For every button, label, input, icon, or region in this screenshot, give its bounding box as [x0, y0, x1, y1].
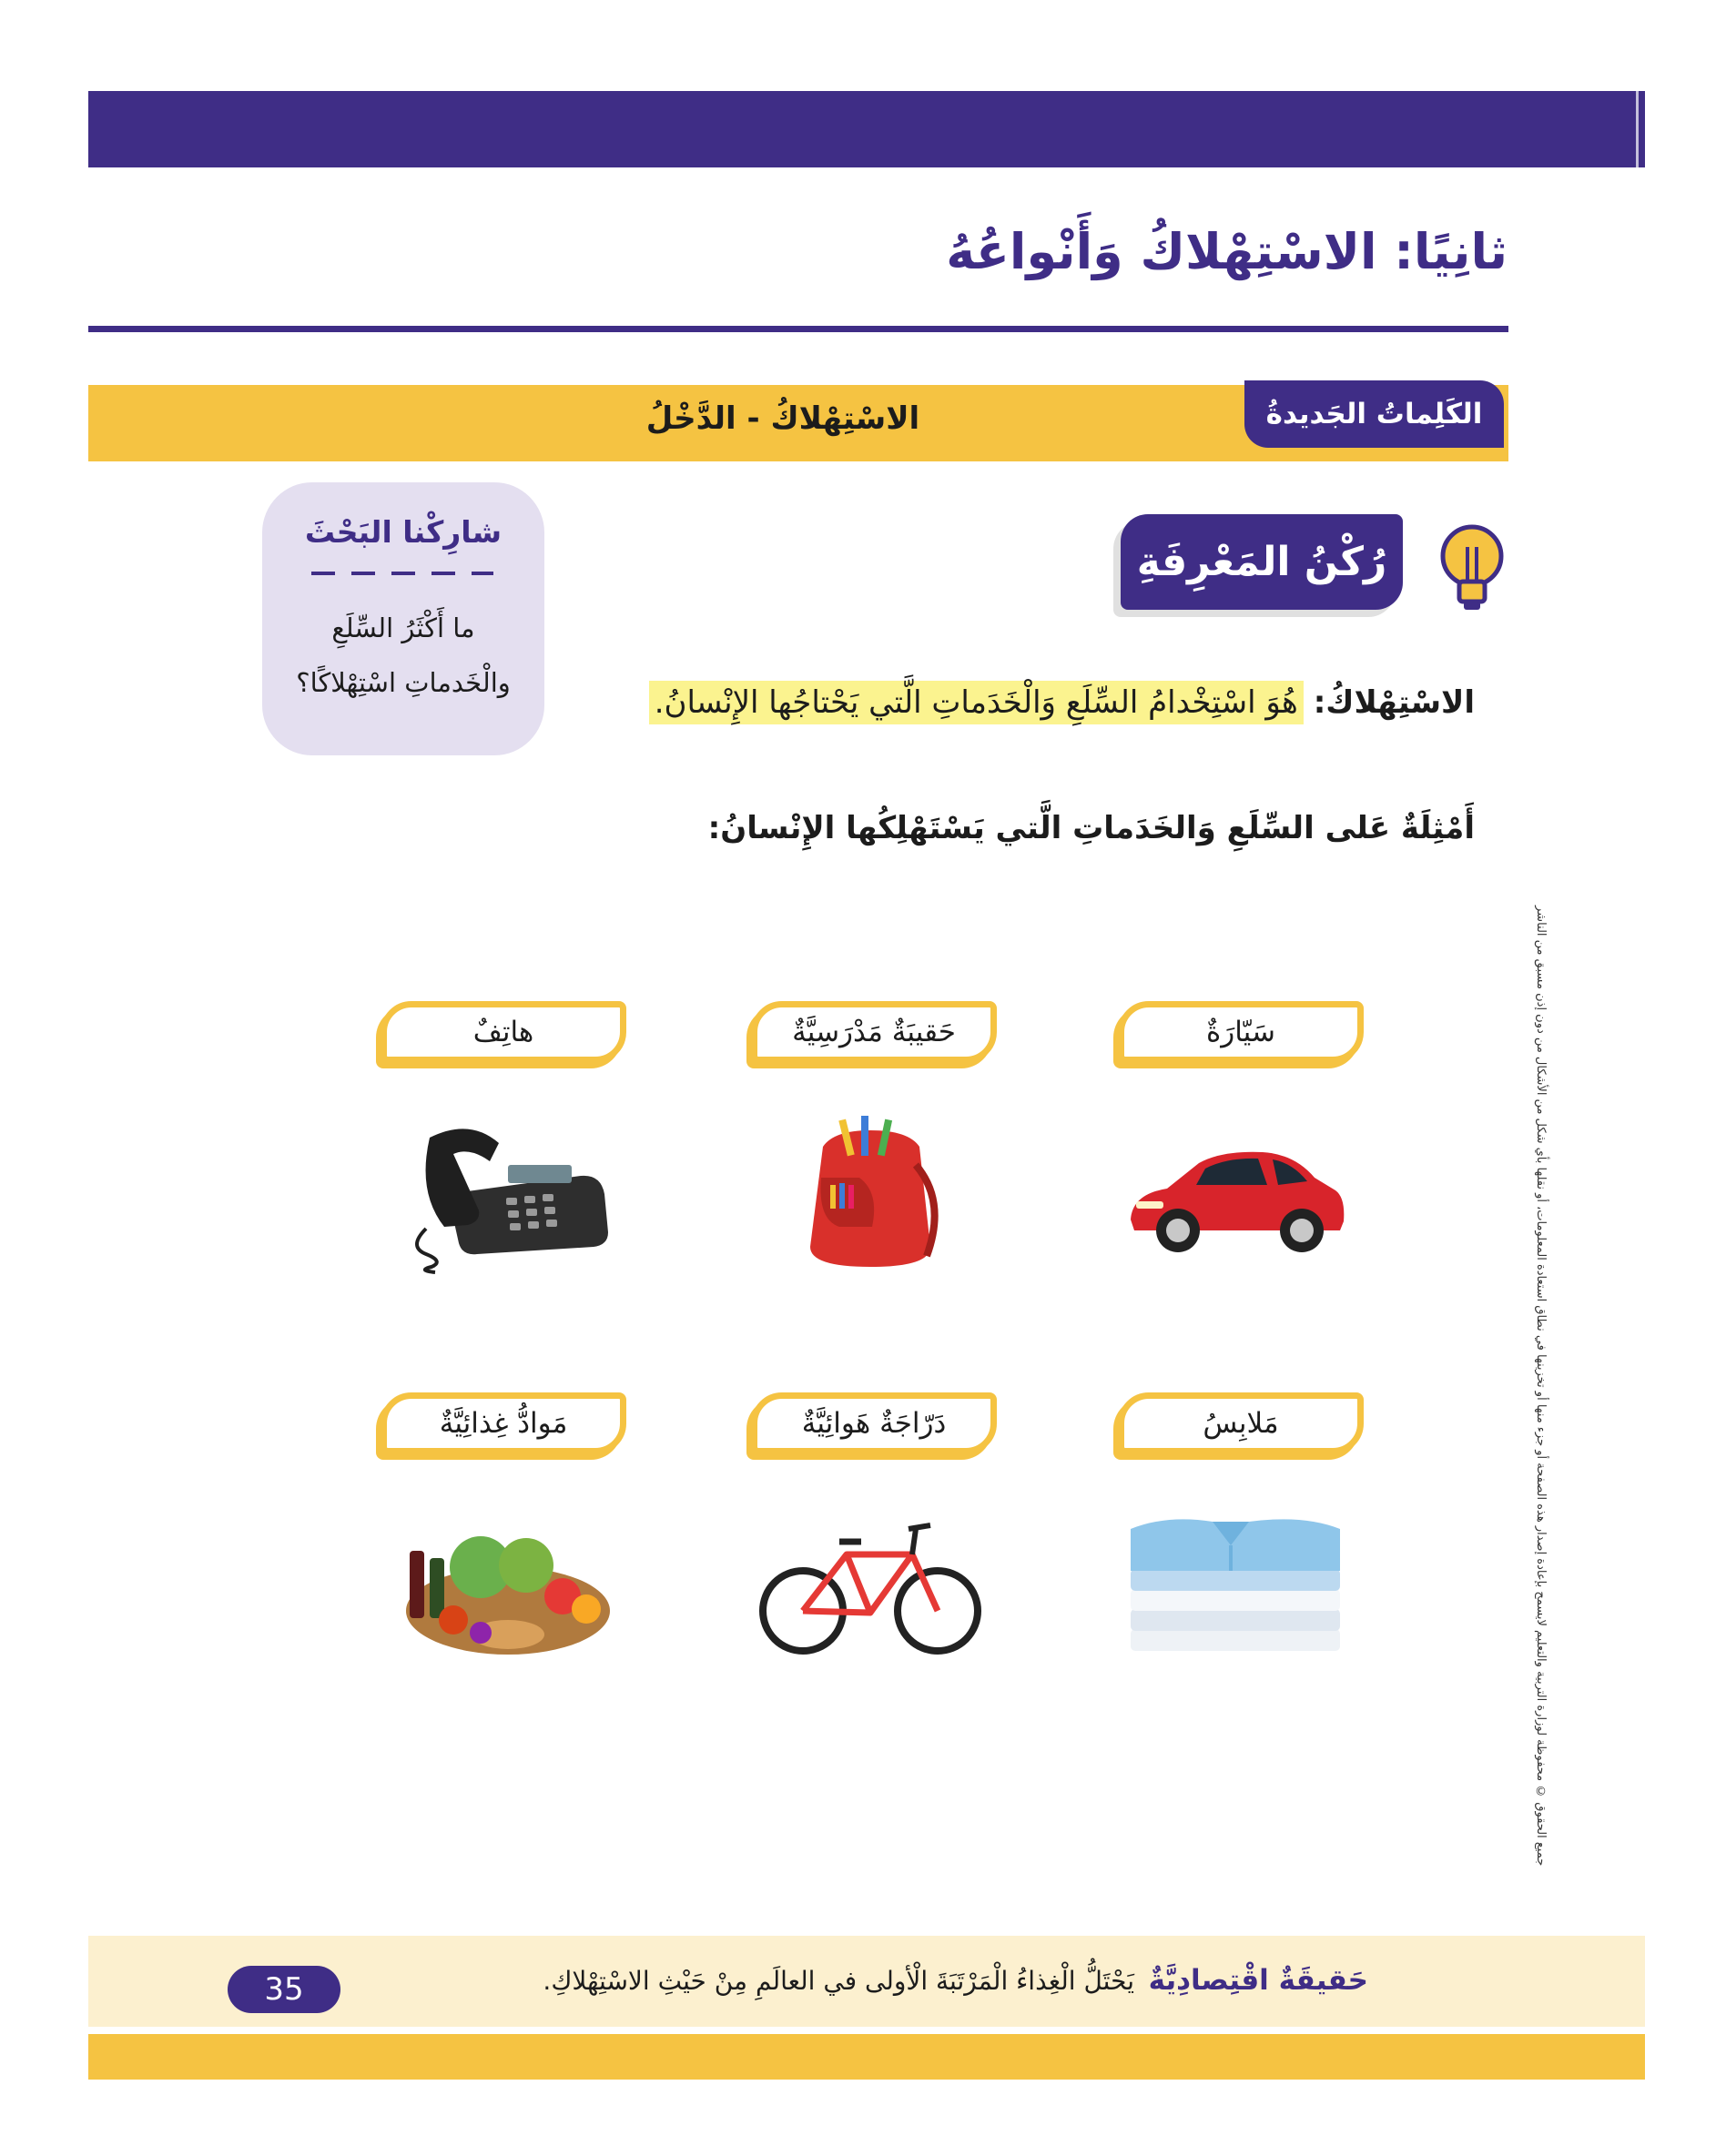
food-icon — [390, 1502, 626, 1665]
top-banner — [88, 91, 1645, 167]
definition — [649, 684, 1475, 721]
clothes-icon — [1112, 1502, 1349, 1665]
footer-bar — [88, 2034, 1645, 2080]
lightbulb-icon — [1439, 523, 1505, 614]
definition-highlight: هُوَ اسْتِخْدامُ السِّلَعِ وَالْخَدَماتِ الَّتي يَحْتاجُها الإِنْسانُ. — [649, 681, 1304, 724]
examples-heading: أَمْثِلَةٌ عَلى السِّلَعِ وَالخَدَماتِ الَّتي يَسْتَهْلِكُها الإِنْسانُ: — [707, 810, 1475, 846]
car-icon — [1112, 1110, 1349, 1274]
question-line-1: ما أَكْثَرُ السِّلَعِ — [331, 612, 475, 643]
definition-term: الاسْتِهْلاكُ: — [1313, 684, 1475, 721]
dashed-divider — [311, 572, 493, 575]
school-bag-icon — [752, 1110, 989, 1274]
new-words-list: الاسْتِهْلاكُ - الدَّخْلُ — [645, 400, 920, 437]
copyright-notice: جميع الحقوق © محفوظة لوزارة التربية والتعليم لايسمح بإعادة إصدار هذه الصفحة أو جزء منها أو تخزينها في نطاق استعادة المعلومات، أو نقلها بأي شكل من الأشكال من دون إذن مسبق من الناشر — [1534, 905, 1548, 1866]
label-school-bag: حَقيبَةٌ مَدْرَسِيَّةٌ — [751, 1001, 997, 1063]
share-research-title: شارِكْنا البَحْثَ — [304, 514, 503, 550]
share-research-question — [262, 601, 544, 710]
new-words-tag: الكَلِماتُ الجَديدةُ — [1244, 380, 1504, 448]
bicycle-icon — [752, 1502, 989, 1665]
page-number: 35 — [228, 1966, 340, 2013]
title-underline — [88, 326, 1508, 332]
label-clothes: مَلابِسُ — [1118, 1392, 1364, 1454]
label-telephone: هاتِفٌ — [381, 1001, 626, 1063]
label-food: مَوادُّ غِذائِيَّةٌ — [381, 1392, 626, 1454]
question-line-2: والْخَدماتِ اسْتِهْلاكًا؟ — [296, 667, 511, 698]
economic-fact-text: يَحْتَلُّ الْغِذاءُ الْمَرْتَبَةَ الْأولى في العالَمِ مِنْ حَيْثِ الاسْتِهْلاكِ. — [543, 1966, 1134, 1996]
section-title: ثانِيًا: الاسْتِهْلاكُ وَأَنْواعُهُ — [946, 223, 1508, 280]
economic-fact-title: حَقيقَةٌ اقْتِصادِيَّةٌ — [1148, 1964, 1368, 1997]
telephone-icon — [390, 1110, 626, 1274]
banner-divider — [1636, 91, 1639, 167]
label-bicycle: دَرّاجَةٌ هَوائِيَّةٌ — [751, 1392, 997, 1454]
knowledge-corner-badge: رُكْنُ المَعْرِفَةِ — [1121, 514, 1403, 610]
label-car: سَيّارَةٌ — [1118, 1001, 1364, 1063]
